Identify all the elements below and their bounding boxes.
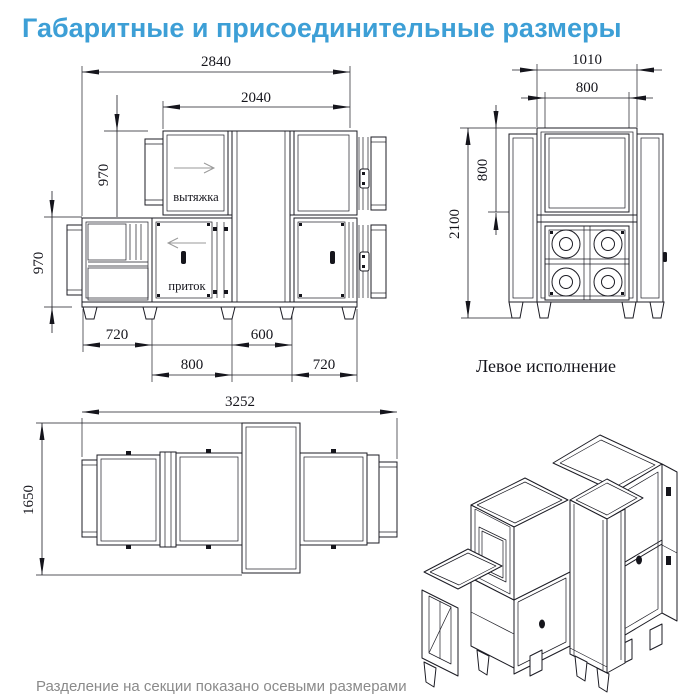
dim-top-length-overall: 3252 <box>225 394 255 410</box>
middle-section-column <box>232 131 290 302</box>
footer-note: Разделение на секции показано осевыми размерами <box>36 678 407 695</box>
dim-front-lower-height: 970 <box>31 251 47 275</box>
dim-front-section-middle: 600 <box>250 327 274 343</box>
latch-upper <box>360 169 369 188</box>
iso-tower-side-face <box>607 509 625 673</box>
iso-tower-front-face <box>570 500 607 673</box>
latch-lower <box>360 252 369 271</box>
dim-front-section-right: 720 <box>312 357 336 373</box>
lower-right-section <box>294 218 357 302</box>
dim-side-opening-width: 800 <box>575 80 599 96</box>
side-view-unit-body <box>509 128 667 318</box>
side-view-caption: Левое исполнение <box>475 356 617 376</box>
page-title: Габаритные и присоединительные размеры <box>22 13 622 43</box>
dim-side-opening-height: 800 <box>475 158 491 182</box>
isometric-view-drawing <box>422 435 677 692</box>
plan-section-a <box>97 455 160 545</box>
side-duct-opening <box>545 134 629 212</box>
dim-front-overall-width: 2840 <box>201 54 231 70</box>
fan-section <box>545 226 629 300</box>
label-exhaust: вытяжка <box>173 190 219 204</box>
front-view-unit-body <box>67 131 386 319</box>
upper-right-section <box>294 131 357 215</box>
label-supply: приток <box>168 279 206 293</box>
iso-door-handle <box>539 620 545 629</box>
top-view-drawing <box>21 394 397 575</box>
plan-section-b <box>176 453 242 545</box>
dim-front-upper-width: 2040 <box>241 90 271 106</box>
right-door-handle <box>330 251 335 264</box>
dim-side-height-overall: 2100 <box>447 209 463 239</box>
dim-side-depth-overall: 1010 <box>572 52 602 68</box>
right-connection-flanges <box>359 137 386 298</box>
side-view-drawing <box>447 52 667 376</box>
dim-front-section-supply: 800 <box>180 357 204 373</box>
plan-section-c <box>300 453 367 545</box>
side-door-handle <box>663 252 667 262</box>
front-view-drawing <box>31 54 386 382</box>
top-view-unit-body <box>82 423 397 573</box>
side-view-feet <box>509 302 664 318</box>
plan-left-flange <box>82 460 97 537</box>
front-view-feet <box>83 307 356 319</box>
left-duct-stub <box>67 225 82 295</box>
dim-front-section-left: 720 <box>105 327 129 343</box>
plan-right-flange <box>379 462 397 537</box>
exhaust-duct-stub <box>145 139 163 205</box>
supply-door-handle <box>181 251 186 264</box>
plan-middle-section <box>242 423 300 573</box>
dim-top-width-overall: 1650 <box>21 485 37 515</box>
dim-front-upper-height: 970 <box>96 163 112 187</box>
plan-connector <box>160 452 176 547</box>
iso-door-handle <box>636 556 642 565</box>
